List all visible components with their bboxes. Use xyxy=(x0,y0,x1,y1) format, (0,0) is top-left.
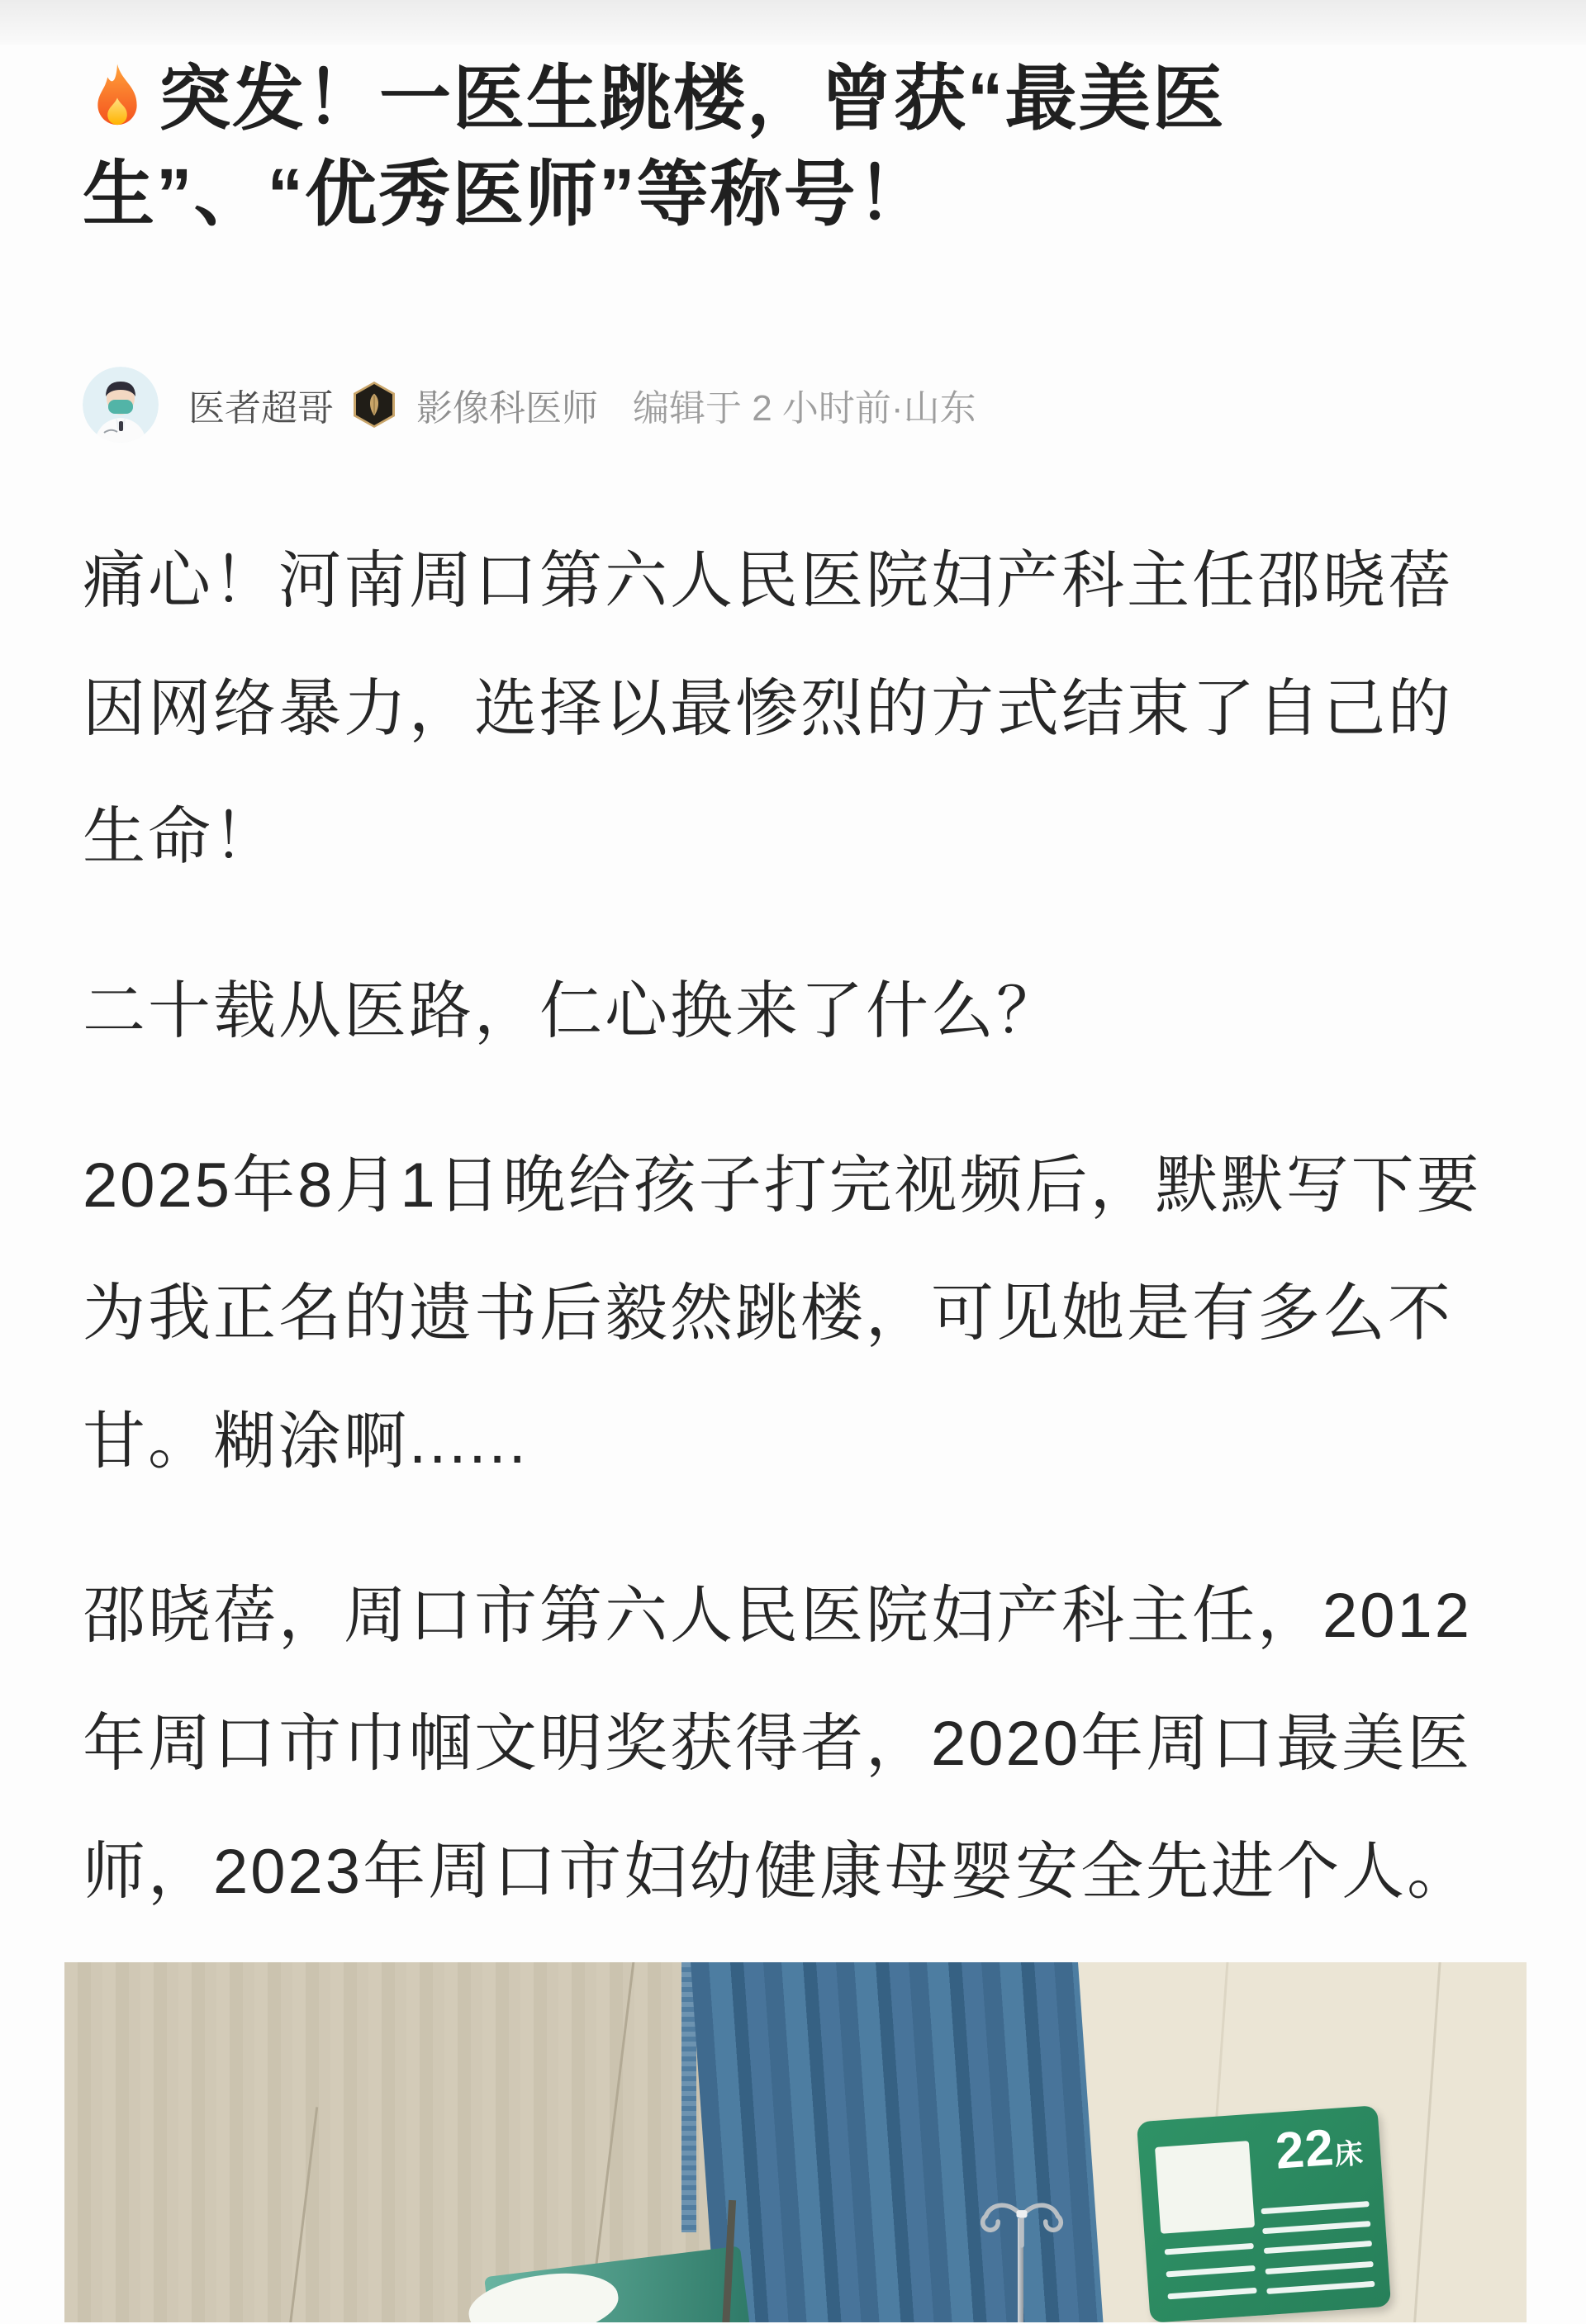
post-title-text-2: 生”、“优秀医师”等称号！ xyxy=(83,154,931,235)
paragraph-line: 师，2023年周口市妇幼健康母婴安全先进个人。 xyxy=(83,1837,1473,1907)
bed-sign-line xyxy=(1166,2265,1256,2278)
bed-sign-line xyxy=(1168,2288,1257,2300)
fire-emoji-icon xyxy=(83,59,152,129)
ward-photo[interactable] xyxy=(64,1962,1527,2322)
author-row xyxy=(83,367,1520,443)
bed-sign-line xyxy=(1264,2241,1373,2255)
paragraph-2 xyxy=(83,947,1520,1075)
verified-badge-icon xyxy=(354,382,395,428)
bed-sign-line xyxy=(1261,2201,1370,2214)
iv-pole-hooks-icon xyxy=(968,2194,1076,2249)
author-credential: 影像科医师 xyxy=(416,388,598,429)
avatar[interactable] xyxy=(83,367,159,443)
paragraph-line: 生命！ xyxy=(83,802,278,872)
article-content xyxy=(83,0,1520,2322)
paragraph-4 xyxy=(83,1552,1520,1936)
bed-sign-line xyxy=(1165,2243,1254,2255)
post-meta: 编辑于 2 小时前·山东 xyxy=(633,388,976,429)
paragraph-1 xyxy=(83,517,1520,901)
post-title-line-2 xyxy=(83,147,1520,243)
paragraph-3 xyxy=(83,1122,1520,1506)
paragraph-line: 年周口市巾帼文明奖获得者，2020年周口最美医 xyxy=(83,1709,1473,1779)
article-body xyxy=(83,517,1520,1936)
blue-privacy-curtain xyxy=(691,1962,1106,2322)
paragraph-line: 邵晓蓓，周口市第六人民医院妇产科主任，2012 xyxy=(83,1581,1473,1651)
bed-sign-line xyxy=(1265,2261,1375,2274)
paragraph-line: 二十载从医路，仁心换来了什么？ xyxy=(83,976,1061,1046)
paragraph-line: 因网络暴力，选择以最惨烈的方式结束了自己的 xyxy=(83,674,1453,744)
paragraph-line: 甘。糊涂啊...... xyxy=(83,1406,529,1477)
bed-sign-number: 22床 xyxy=(1274,2119,1365,2180)
bed-sign-unit: 床 xyxy=(1333,2137,1365,2171)
paragraph-line: 痛心！河南周口第六人民医院妇产科主任邵晓蓓 xyxy=(83,546,1453,616)
post-title-line-1 xyxy=(83,51,1520,147)
paragraph-line: 2025年8月1日晚给孩子打完视频后，默默写下要 xyxy=(83,1150,1482,1221)
post-title-text-1: 突发！一医生跳楼，曾获“最美医 xyxy=(159,59,1226,139)
post-title xyxy=(83,51,1520,243)
paragraph-line: 为我正名的遗书后毅然跳楼，可见她是有多么不 xyxy=(83,1278,1453,1349)
author-name[interactable]: 医者超哥 xyxy=(188,388,334,429)
bed-sign-line xyxy=(1267,2281,1376,2294)
bed-sign-info-box xyxy=(1156,2141,1256,2234)
bed-sign-line xyxy=(1263,2221,1372,2234)
bed-number-sign xyxy=(1137,2105,1391,2322)
